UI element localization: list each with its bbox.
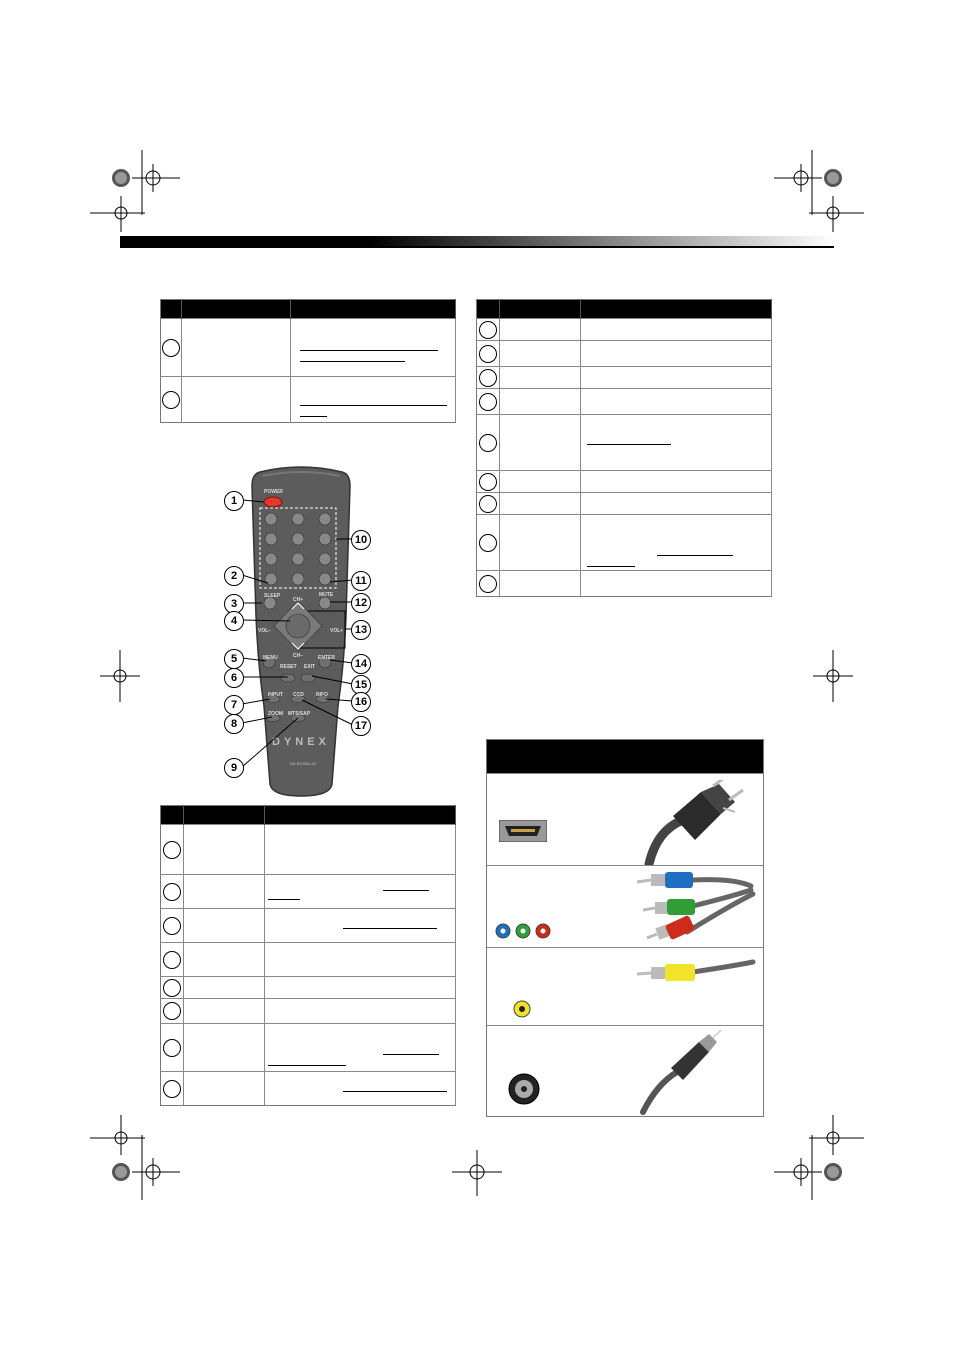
connector-row-component	[487, 865, 763, 948]
remote-sleep-label: SLEEP	[264, 593, 281, 599]
connector-row-composite	[487, 947, 763, 1026]
remote-mts-label: MTS/SAP	[288, 711, 311, 717]
callout-12: 12	[351, 593, 371, 613]
callout-2: 2	[224, 566, 244, 586]
component-jacks-icon	[494, 922, 554, 940]
composite-jack-icon	[513, 1000, 531, 1018]
row-number-marker	[163, 1002, 181, 1020]
remote-brand-logo: DYNEX	[272, 736, 330, 748]
hdmi-port-icon	[499, 820, 547, 842]
callout-6: 6	[224, 668, 244, 688]
row-number-marker	[163, 951, 181, 969]
callout-7: 7	[224, 695, 244, 715]
remote-info-label: INFO	[316, 692, 328, 698]
connector-row-hdmi	[487, 773, 763, 866]
row-number-marker	[163, 979, 181, 997]
composite-cable-image	[633, 954, 759, 990]
remote-exit-label: EXIT	[304, 664, 316, 670]
remote-ch-minus-label: CH−	[293, 653, 304, 659]
callout-17: 17	[351, 716, 371, 736]
callout-11: 11	[351, 571, 371, 591]
remote-zoom-label: ZOOM	[268, 711, 283, 717]
component-cable-image	[633, 866, 759, 948]
remote-ccd-label: CCD	[293, 692, 304, 698]
callout-10: 10	[351, 530, 371, 550]
remote-model-label: DX-RC02A-13	[290, 761, 316, 766]
callout-5: 5	[224, 649, 244, 669]
remote-mute-label: MUTE	[319, 592, 334, 598]
callout-15: 15	[351, 675, 371, 695]
row-number-marker	[163, 841, 181, 859]
row-number-marker	[163, 1080, 181, 1098]
button-table-bottom-left	[160, 805, 456, 1106]
power-plug-cable-image	[643, 780, 753, 866]
remote-input-label: INPUT	[268, 692, 283, 698]
coax-jack-icon	[507, 1072, 541, 1106]
remote-menu-label: MENU	[263, 655, 278, 661]
row-number-marker	[163, 1039, 181, 1057]
remote-vol-plus-label: VOL+	[330, 628, 344, 634]
callout-8: 8	[224, 714, 244, 734]
remote-enter-label: ENTER	[318, 655, 335, 661]
connector-table-header	[487, 740, 763, 773]
callout-14: 14	[351, 654, 371, 674]
callout-13: 13	[351, 620, 371, 640]
callout-16: 16	[351, 692, 371, 712]
remote-reset-label: RESET	[280, 664, 297, 670]
callout-3: 3	[224, 594, 244, 614]
callout-1: 1	[224, 491, 244, 511]
connector-row-coax	[487, 1025, 763, 1117]
coax-cable-image	[637, 1028, 737, 1116]
remote-vol-minus-label: VOL−	[258, 628, 272, 634]
row-number-marker	[163, 917, 181, 935]
remote-ch-plus-label: CH+	[293, 597, 304, 603]
row-number-marker	[163, 883, 181, 901]
callout-9: 9	[224, 758, 244, 778]
remote-power-label: POWER	[264, 489, 283, 495]
callout-4: 4	[224, 611, 244, 631]
connector-table	[486, 739, 764, 1117]
